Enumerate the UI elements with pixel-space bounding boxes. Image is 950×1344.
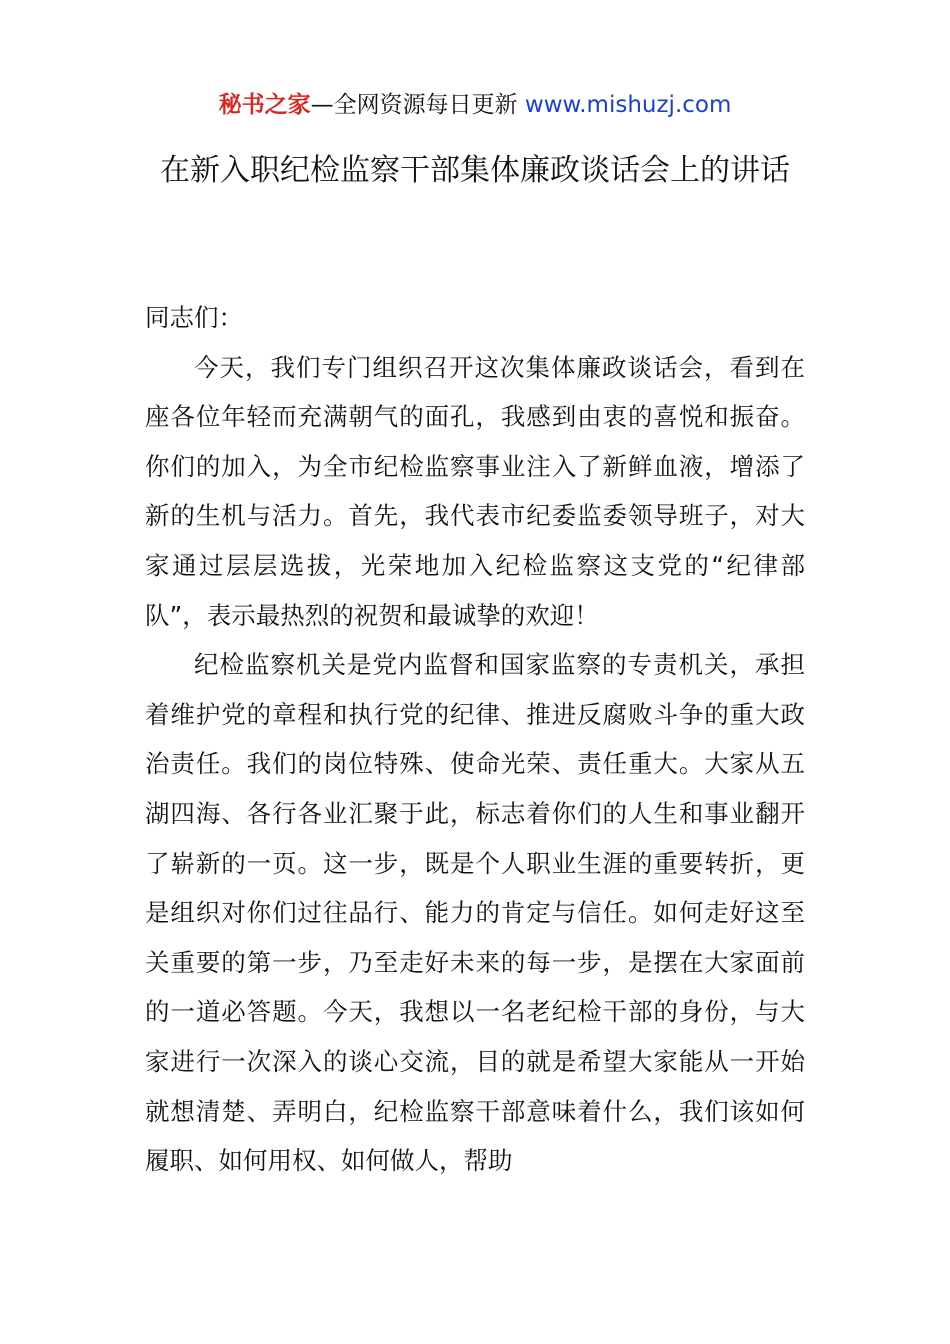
salutation: 同志们： <box>145 303 243 332</box>
paragraph-1: 今天，我们专门组织召开这次集体廉政谈话会，看到在座各位年轻而充满朝气的面孔，我感到由衷的喜悦和振奋。你们的加入，为全市纪检监察事业注入了新鲜血液，增添了新的生机与活力。首先，我代表市纪委监委领导班子，对大家通过层层选拔，光荣地加入纪检监察这支党的“纪律部队”，表示最热烈的祝贺和最诚挚的欢迎！ <box>145 352 805 630</box>
header-tagline: —全网资源每日更新 <box>310 92 525 118</box>
document-title: 在新入职纪检监察干部集体廉政谈话会上的讲话 <box>160 153 790 188</box>
paragraph-2: 纪检监察机关是党内监督和国家监察的专责机关，承担着维护党的章程和执行党的纪律、推进反腐败斗争的重大政治责任。我们的岗位特殊、使命光荣、责任重大。大家从五湖四海、各行各业汇聚于此，标志着你们的人生和事业翻开了崭新的一页。这一步，既是个人职业生涯的重要转折，更是组织对你们过往品行、能力的肯定与信任。如何走好这至关重要的第一步，乃至走好未来的每一步，是摆在大家面前的一道必答题。今天，我想以一名老纪检干部的身份，与大家进行一次深入的谈心交流，目的就是希望大家能从一开始就想清楚、弄明白，纪检监察干部意味着什么，我们该如何履职、如何用权、如何做人，帮助 <box>145 650 805 1176</box>
brand-name: 秘书之家 <box>218 92 311 118</box>
site-header <box>0 88 950 122</box>
site-url-link[interactable]: www.mishuzj.com <box>524 92 732 118</box>
document-body <box>145 293 805 1186</box>
